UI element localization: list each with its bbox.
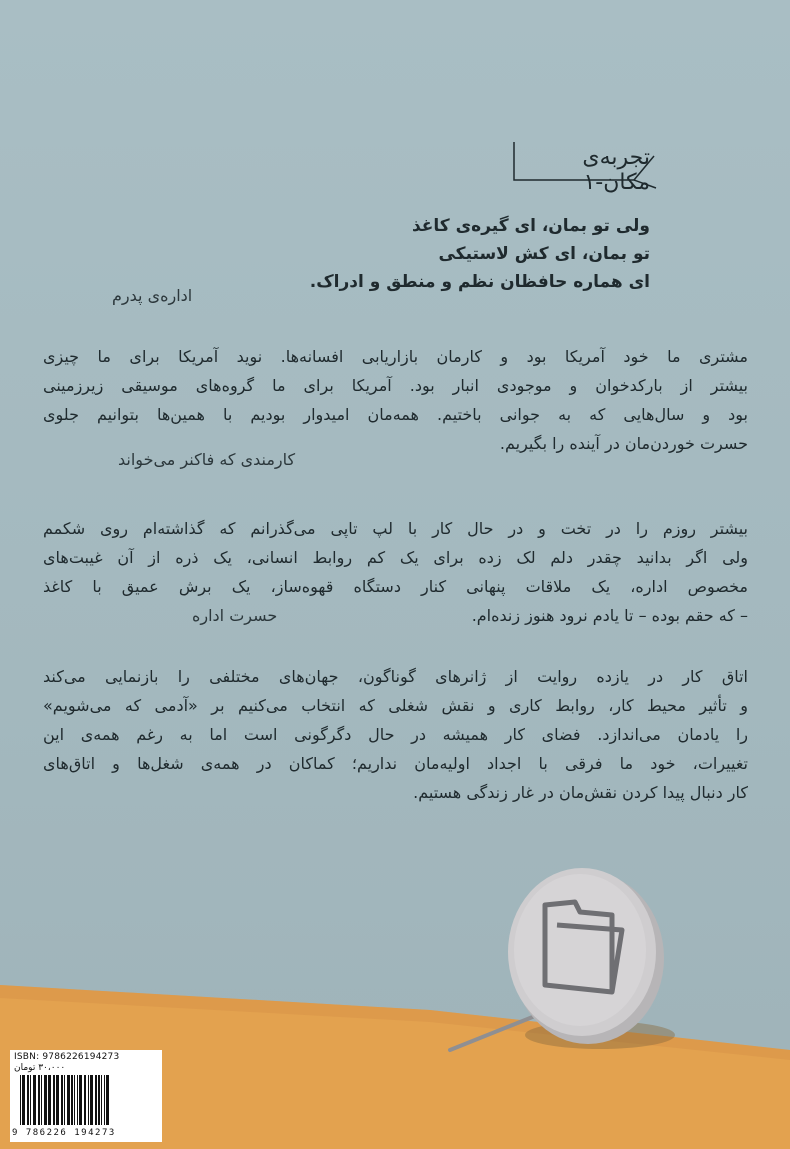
barcode-bar (44, 1075, 47, 1125)
paragraph-line: اتاق کار در یازده روایت از ژانرهای گوناگون، جهان‌های مختلفی را بازنمایی می‌کند (43, 667, 748, 686)
barcode-bar (77, 1075, 78, 1125)
paragraph-line: ولی اگر بدانید چقدر دلم لک زده برای یک کم روابط انسانی، یک ذره از آن غیبت‌های (43, 548, 748, 567)
series-title: تجربه‌ی مکان-۱ (582, 145, 650, 195)
poem-line: تو بمان، ای کش لاستیکی (438, 244, 650, 264)
paragraph-line: – که حقم بوده – تا یادم نرود هنوز زنده‌ام. (471, 606, 748, 625)
paragraph-3 (43, 662, 748, 807)
barcode-bar (101, 1075, 102, 1125)
paragraph-line: بیشتر از بارکدخوان و موجودی انبار بود. آمریکا برای ما گروه‌های موسیقی زیرزمینی (43, 376, 748, 395)
poem-attribution: اداره‌ی پدرم (112, 286, 193, 305)
barcode-bar (88, 1075, 89, 1125)
paragraph-line: بود و سال‌هایی که به جوانی باختیم. همه‌مان امیدوار بودیم با همین‌ها بتوانیم جلوی (43, 405, 748, 424)
barcode-bar (98, 1075, 100, 1125)
poem (130, 212, 650, 296)
paragraph-2-attribution: حسرت اداره (192, 606, 278, 625)
barcode-bar (84, 1075, 86, 1125)
barcode-bar (20, 1075, 21, 1125)
barcode-bar (71, 1075, 73, 1125)
isbn-text: ISBN: 9786226194273 (14, 1052, 120, 1062)
barcode-bar (67, 1075, 70, 1125)
barcode-bar (48, 1075, 51, 1125)
barcode-digits: 9 786226 194273 (12, 1128, 116, 1138)
barcode-bar (64, 1075, 65, 1125)
paragraph-1 (43, 342, 748, 458)
paragraph-line: حسرت خوردن‌مان در آینده را بگیریم. (499, 434, 748, 453)
barcode-bar (27, 1075, 29, 1125)
barcode-bar (74, 1075, 75, 1125)
paragraph-line: را یادمان می‌اندازد. فضای کار همیشه در حال دگرگونی است اما به رغم همه‌ی این (43, 725, 748, 744)
price-text: ۳۰،۰۰۰ تومان (14, 1063, 66, 1073)
barcode-label (10, 1050, 162, 1142)
barcode-bars (14, 1075, 158, 1127)
barcode-bar (90, 1075, 93, 1125)
barcode-bar (22, 1075, 25, 1125)
barcode-bar (79, 1075, 82, 1125)
poem-line: ولی تو بمان، ای گیره‌ی کاغذ (411, 216, 650, 236)
barcode-bar (56, 1075, 59, 1125)
paragraph-line: مخصوص اداره، یک ملاقات پنهانی کنار دستگاه قهوه‌ساز، یک برش عمیق با کاغذ (43, 577, 748, 596)
barcode-bar (30, 1075, 31, 1125)
barcode-bar (53, 1075, 55, 1125)
barcode-bar (106, 1075, 109, 1125)
barcode-bar (38, 1075, 40, 1125)
barcode-bar (95, 1075, 97, 1125)
paragraph-2 (43, 514, 748, 630)
paragraph-line: و تأثیر محیط کار، روابط کاری و نقش شغلی که انتخاب می‌کنیم بر «آدمی که می‌شویم» (43, 696, 748, 715)
paragraph-line: کار دنبال پیدا کردن نقش‌مان در غار زندگی هستیم. (413, 783, 748, 802)
paragraph-line: مشتری ما خود آمریکا بود و کارمان بازاریابی افسانه‌ها. نوید آمریکا برای ما چیزی (43, 347, 748, 366)
barcode-bar (61, 1075, 63, 1125)
poem-line: ای هماره حافظان نظم و منطق و ادراک. (309, 272, 650, 292)
paragraph-1-attribution: کارمندی که فاکنر می‌خواند (118, 450, 296, 469)
barcode-bar (104, 1075, 105, 1125)
paragraph-line: بیشتر روزم را در تخت و در حال کار با لپ تاپی می‌گذرانم که گذاشته‌ام روی شکمم (43, 519, 748, 538)
barcode-bar (41, 1075, 42, 1125)
barcode-bar (33, 1075, 36, 1125)
paragraph-line: تغییرات، خود ما فرقی با اجداد اولیه‌مان نداریم؛ کماکان در همه‌ی شغل‌ها و اتاق‌های (43, 754, 748, 773)
